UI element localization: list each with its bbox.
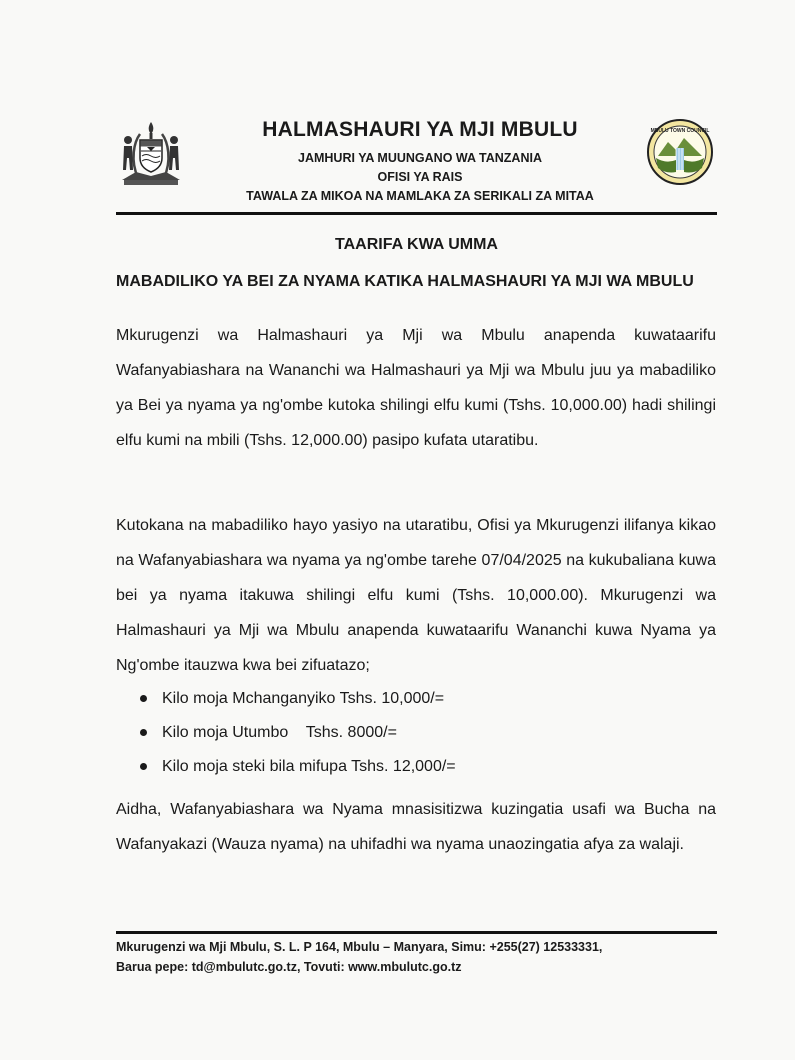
price-item <box>140 684 456 718</box>
price-item-text: Kilo moja Utumbo Tshs. 8000/= <box>162 724 397 741</box>
footer-divider <box>116 931 717 934</box>
price-item <box>140 752 456 786</box>
price-list <box>140 684 456 786</box>
price-item-text: Kilo moja Mchanganyiko Tshs. 10,000/= <box>162 690 445 707</box>
council-name: HALMASHAURI YA MJI MBULU <box>262 118 578 141</box>
republic-name: JAMHURI YA MUUNGANO WA TANZANIA <box>298 151 542 165</box>
notice-subject: MABADILIKO YA BEI ZA NYAMA KATIKA HALMASHAURI YA MJI WA MBULU <box>116 273 694 290</box>
ministry-name: TAWALA ZA MIKOA NA MAMLAKA ZA SERIKALI ZA MITAA <box>246 189 594 203</box>
paragraph-1: Mkurugenzi wa Halmashauri ya Mji wa Mbulu anapenda kuwataarifu Wafanyabiashara na Wananchi wa Halmashauri ya Mji wa Mbulu juu ya mabadiliko ya Bei ya nyama ya ng'ombe kutoka shilingi elfu kumi (Tshs. 10,000.00) hadi shilingi elfu kumi na mbili (Tshs. 12,000.00) pasipo kufata utaratibu. <box>116 327 716 449</box>
bullet-icon <box>140 729 147 736</box>
bullet-icon <box>140 695 147 702</box>
footer-address: Mkurugenzi wa Mji Mbulu, S. L. P 164, Mbulu – Manyara, Simu: +255(27) 12533331, <box>116 940 603 954</box>
header-divider <box>116 212 717 215</box>
seal-title: MBULU TOWN COUNCIL <box>650 128 710 134</box>
footer-email-website: Barua pepe: td@mbulutc.go.tz, Tovuti: www.mbulutc.go.tz <box>116 960 462 974</box>
bullet-icon <box>140 763 147 770</box>
paragraph-2: Kutokana na mabadiliko hayo yasiyo na utaratibu, Ofisi ya Mkurugenzi ilifanya kikao na Wafanyabiashara wa nyama ya ng'ombe tarehe 07/04/2025 na kukubaliana kuwa bei ya nyama itakuwa shilingi elfu kumi (Tshs. 10,000.00). Mkurugenzi wa Halmashauri ya Mji wa Mbulu anapenda kuwataarifu Wananchi kuwa Nyama ya Ng'ombe itauzwa kwa bei zifuatazo; <box>116 517 716 674</box>
coat-of-arms-icon <box>116 120 186 190</box>
paragraph-3: Aidha, Wafanyabiashara wa Nyama mnasisitizwa kuzingatia usafi wa Bucha na Wafanyakazi (Wauza nyama) na uhifadhi wa nyama unaozingatia afya za walaji. <box>116 801 716 853</box>
office-name: OFISI YA RAIS <box>377 170 463 184</box>
price-item <box>140 718 456 752</box>
price-item-text: Kilo moja steki bila mifupa Tshs. 12,000/= <box>162 758 456 775</box>
council-seal-icon <box>646 118 714 186</box>
notice-heading: TAARIFA KWA UMMA <box>335 236 498 253</box>
footer-contact <box>116 937 736 977</box>
